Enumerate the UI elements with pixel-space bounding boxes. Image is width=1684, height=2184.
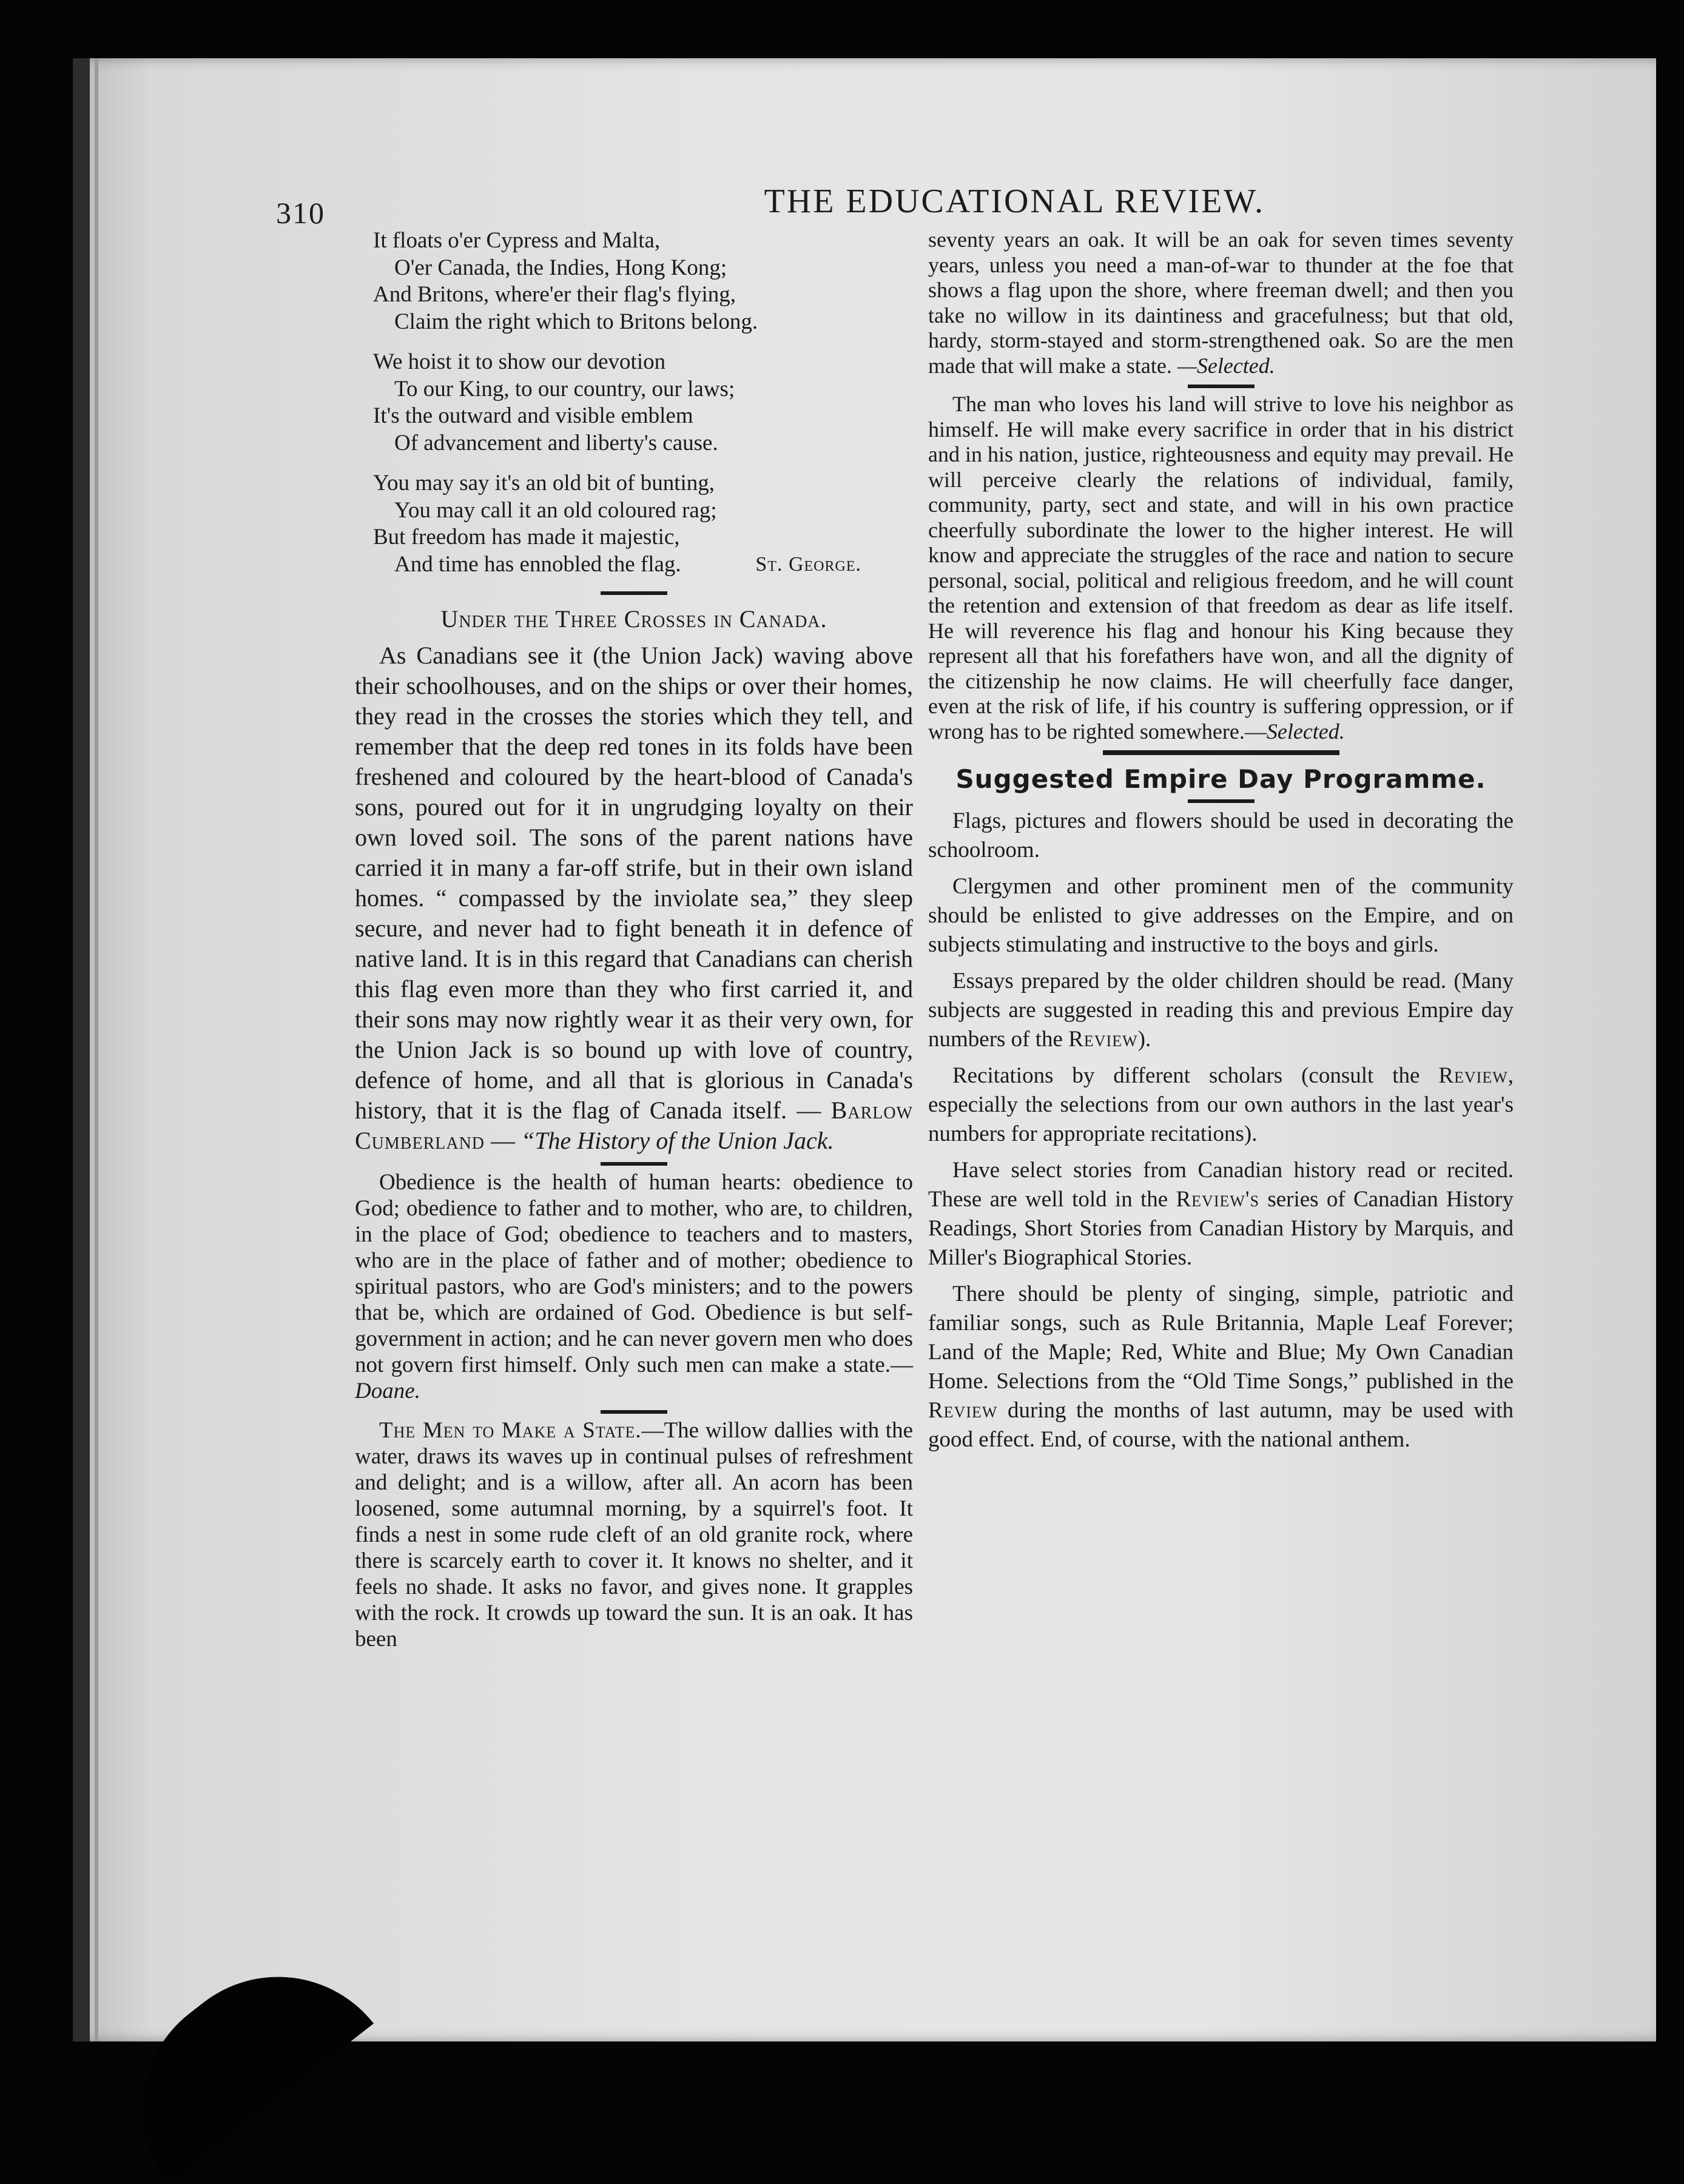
section-divider <box>601 1410 667 1414</box>
poem-signature: St. George. <box>755 553 861 576</box>
programme-text: ). <box>1137 1026 1151 1052</box>
article-author: Barlow Cumberland <box>355 1096 913 1154</box>
review-mention: Review <box>1068 1026 1138 1052</box>
article-dash: — <box>485 1126 522 1154</box>
poem-line: You may say it's an old bit of bunting, <box>373 471 715 496</box>
right-column <box>928 227 1514 1462</box>
poem-line: It's the outward and visible emblem <box>373 403 693 428</box>
page-number: 310 <box>276 196 325 230</box>
article-loves-land <box>928 392 1514 744</box>
programme-text: , especially the selections from our own authors in the last year's numbers for appropriate recitations). <box>928 1063 1514 1146</box>
poem-line: And time has ennobled the flag. <box>394 551 681 577</box>
programme-text: Recitations by different scholars (consult the <box>952 1063 1439 1088</box>
programme-text: during the months of last autumn, may be used with good effect. End, of course, with the national anthem. <box>928 1397 1514 1452</box>
article-source: “The History of the Union Jack. <box>521 1126 834 1154</box>
article-body: The man who loves his land will strive to love his neighbor as himself. He will make every sacrifice in order that in his district and in his nation, justice, righteousness and equity may prevail. He will perceive clearly the relations of individual, family, community, party, sect and state, and will in his own practice cheerfully subordinate the lower to the higher interest. He will know and appreciate the struggles of the race and nation to secure personal, social, political and religious freedom, and he will count the retention and extension of that freedom as dear as life itself. He will reverence his flag and honour his King because they represent all that his forefathers have won, and all the dignity of the citizenship he now claims. He will cheerfully face danger, even at the risk of life, if his country is suffering oppression, or if wrong has to be righted somewhere.— <box>928 392 1514 744</box>
programme-item: Clergymen and other prominent men of the community should be enlisted to give addresses on the Empire, and on subjects stimulating and instructive to the boys and girls. <box>928 873 1514 957</box>
poem-line: It floats o'er Cypress and Malta, <box>373 228 661 253</box>
article-obedience <box>355 1169 913 1404</box>
article-source: —Selected. <box>1177 353 1275 378</box>
programme-title: Suggested Empire Day Programme. <box>955 764 1486 794</box>
poem-line: But freedom has made it majestic, <box>373 525 680 549</box>
poem-stanza <box>373 349 913 457</box>
programme-item <box>928 1156 1514 1272</box>
article-body: seventy years an oak. It will be an oak for seven times seventy years, unless you need a man-of-war to thunder at the foe that shows a flag upon the shore, where freeman dwell; and then you take no willow in its daintiness and gracefulness; but that old, hardy, storm-stayed and storm-strengthened oak. So are the men made that will make a state. <box>928 227 1514 378</box>
poem-line: You may call it an old coloured rag; <box>394 497 717 523</box>
poem-line: Claim the right which to Britons belong. <box>394 309 758 334</box>
poem-line: We hoist it to show our devotion <box>373 349 666 374</box>
poem-line: O'er Canada, the Indies, Hong Kong; <box>394 255 727 280</box>
section-divider <box>1188 799 1255 803</box>
article-continuation <box>928 227 1514 378</box>
left-column <box>355 227 913 1658</box>
article-body: As Canadians see it (the Union Jack) waving above their schoolhouses, and on the ships or over their homes, they read in the crosses the stories which they tell, and remember that the deep red tones in its folds have been freshened and coloured by the heart-blood of Canada's sons, poured out for it in ungrudging loyalty on their own loved soil. The sons of the parent nations have carried it in many a far-off strife, but in their own island homes. “ compassed by the inviolate sea,” they sleep secure, and never had to fight beneath it in defence of native land. It is in this regard that Canadians can cherish this flag even more than they who first carried it, and their sons may now rightly wear it as their very own, for the Union Jack is so bound up with love of country, defence of home, and all that is glorious in Canada's history, that it is the flag of Canada itself. — <box>355 641 913 1124</box>
article-three-crosses <box>355 640 913 1156</box>
programme-text: Have select stories from Canadian history read or recited. These are well told in the <box>928 1157 1514 1212</box>
section-divider <box>601 591 667 595</box>
review-mention: Review <box>1438 1063 1508 1088</box>
poem <box>373 227 913 578</box>
poem-line: Of advancement and liberty's cause. <box>394 430 718 455</box>
programme-item <box>928 1280 1514 1454</box>
programme-item: Flags, pictures and flowers should be used in decorating the schoolroom. <box>928 808 1514 862</box>
journal-title: THE EDUCATIONAL REVIEW. <box>764 183 1265 220</box>
binding-highlight <box>95 58 98 2041</box>
article-source: Selected. <box>1266 719 1345 744</box>
section-divider-long <box>1103 750 1339 755</box>
poem-line: And Britons, where'er their flag's flying, <box>373 282 736 307</box>
article-body: Obedience is the health of human hearts: obedience to God; obedience to father and to mother, who are, to children, in the place of God; obedience to teachers and to masters, who are in the place of father and of mother; obedience to spiritual pastors, who are God's ministers; and to the powers that be, which are ordained of God. Obedience is but self-government in action; and he can never govern men who does not govern first himself. Only such men can make a state.— <box>355 1169 913 1377</box>
section-divider <box>1188 385 1255 388</box>
review-mention: Review's <box>1176 1186 1260 1212</box>
poem-stanza <box>373 470 913 578</box>
article-men-state <box>355 1417 913 1652</box>
programme-item <box>928 1061 1514 1149</box>
page-header <box>276 182 1265 230</box>
article-body: —The willow dallies with the water, draws its waves up in continual pulses of refreshment and delight; and is a willow, after all. An acorn has been loosened, some autumnal morning, by a squirrel's foot. It finds a nest in some rude cleft of an old granite rock, where there is scarcely earth to cover it. It knows no shelter, and it feels no shade. It asks no favor, and gives none. It grapples with the rock. It crowds up toward the sun. It is an oak. It has been <box>355 1417 913 1651</box>
article-title: The Men to Make a State. <box>379 1417 642 1443</box>
section-title: Under the Three Crosses in Canada. <box>440 605 827 633</box>
article-author: Doane. <box>355 1378 420 1403</box>
programme-text: series of Canadian History Readings, Short Stories from Canadian History by Marquis, and Miller's Biographical Stories. <box>928 1186 1514 1270</box>
poem-last-line <box>373 551 861 579</box>
programme-text: There should be plenty of singing, simple, patriotic and familiar songs, such as Rule Britannia, Maple Leaf Forever; Land of the Maple; Red, White and Blue; My Own Canadian Home. Selections from the “Old Time Songs,” published in the <box>928 1281 1514 1394</box>
programme-item <box>928 967 1514 1054</box>
poem-stanza <box>373 227 913 335</box>
poem-line: To our King, to our country, our laws; <box>394 376 735 402</box>
programme-text: Essays prepared by the older children should be read. (Many subjects are suggested in reading this and previous Empire day numbers of the <box>928 968 1514 1052</box>
review-mention: Review <box>928 1397 998 1423</box>
section-divider <box>601 1162 667 1166</box>
binding-edge <box>73 58 90 2041</box>
